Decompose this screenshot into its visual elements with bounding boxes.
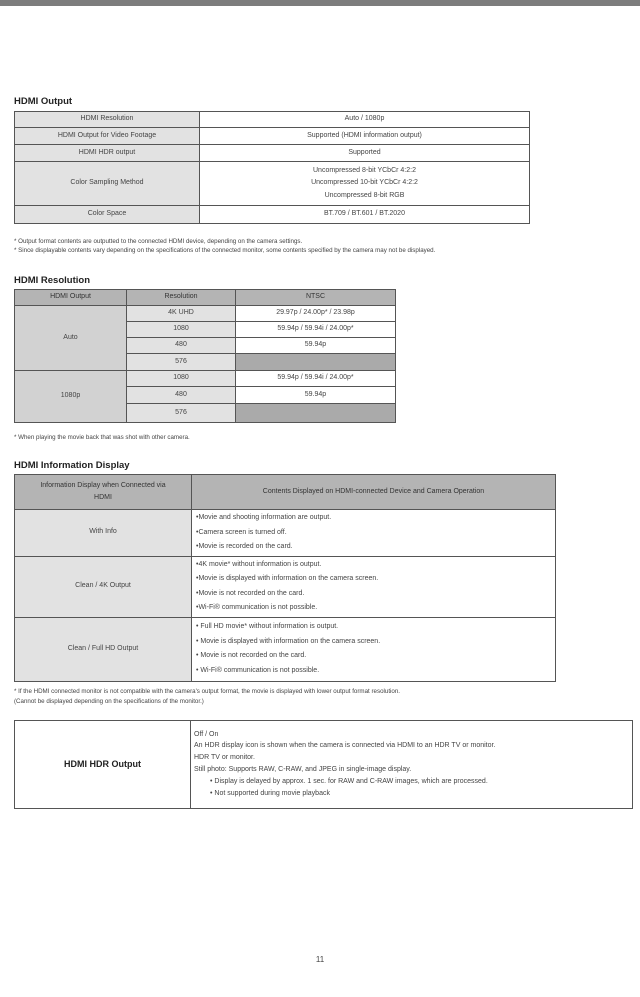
row-label: Clean / 4K Output xyxy=(15,556,192,617)
value-line: Uncompressed 8-bit YCbCr 4:2:2 xyxy=(313,166,416,174)
row-value xyxy=(200,162,530,206)
table-row xyxy=(15,371,396,387)
row-label: HDMI HDR output xyxy=(15,145,200,162)
table-row xyxy=(15,306,396,322)
table-header-row xyxy=(15,475,556,510)
row-value: Supported xyxy=(200,145,530,162)
resolution-cell: 480 xyxy=(127,338,236,354)
table-row xyxy=(15,145,530,162)
header-line: HDMI xyxy=(94,494,112,501)
table-row xyxy=(15,556,556,617)
page-number: 11 xyxy=(315,955,325,964)
resolution-cell: 576 xyxy=(127,404,236,423)
row-value: Supported (HDMI information output) xyxy=(200,128,530,145)
output-cell: Auto xyxy=(15,306,127,371)
column-header: HDMI Output xyxy=(15,290,127,306)
row-items xyxy=(192,510,556,557)
hdmi-hdr-output-table xyxy=(14,720,633,809)
row-label: HDMI Resolution xyxy=(15,112,200,128)
hdmi-resolution-table xyxy=(14,289,396,423)
table-row xyxy=(15,112,530,128)
list-item: • Movie is displayed with information on the camera screen. xyxy=(196,637,381,645)
list-item: • Full HD movie* without information is output. xyxy=(196,623,339,630)
output-cell: 1080p xyxy=(15,371,127,423)
ntsc-cell-unavailable xyxy=(236,354,396,371)
row-value: BT.709 / BT.601 / BT.2020 xyxy=(200,206,530,224)
row-label: Color Sampling Method xyxy=(15,162,200,206)
description-line: HDR TV or monitor. xyxy=(194,754,255,762)
ntsc-cell-unavailable xyxy=(236,404,396,423)
hdmi-resolution-heading: HDMI Resolution xyxy=(14,275,90,286)
row-items xyxy=(192,617,556,681)
column-header: Resolution xyxy=(127,290,236,306)
table-row xyxy=(15,617,556,681)
footnote: * Since displayable contents vary depending on the specifications of the connected monitor, some contents specified by the camera may not be displayed. xyxy=(14,247,436,254)
value-line: Uncompressed 10-bit YCbCr 4:2:2 xyxy=(311,179,418,187)
column-header: NTSC xyxy=(236,290,396,306)
ntsc-cell: 59.94p xyxy=(236,338,396,354)
list-item: •Movie is not recorded on the card. xyxy=(196,589,305,597)
ntsc-cell: 59.94p / 59.94i / 24.00p* xyxy=(236,322,396,338)
column-header: Contents Displayed on HDMI-connected Device and Camera Operation xyxy=(192,475,556,510)
table-row xyxy=(15,206,530,224)
row-label: HDMI Output for Video Footage xyxy=(15,128,200,145)
table-row xyxy=(15,162,530,206)
list-item: •Camera screen is turned off. xyxy=(196,528,287,536)
list-item: •Movie is recorded on the card. xyxy=(196,543,293,550)
row-value: Auto / 1080p xyxy=(200,112,530,128)
footnote: (Cannot be displayed depending on the specifications of the monitor.) xyxy=(14,698,204,705)
footnote: * If the HDMI connected monitor is not compatible with the camera's output format, the movie is displayed with lower output format resolution. xyxy=(14,688,401,695)
hdmi-output-table xyxy=(14,111,530,224)
ntsc-cell: 59.94p xyxy=(236,387,396,404)
table-header-row xyxy=(15,290,396,306)
column-header xyxy=(15,475,192,510)
row-description xyxy=(191,721,633,809)
resolution-cell: 576 xyxy=(127,354,236,371)
row-items xyxy=(192,556,556,617)
description-line: An HDR display icon is shown when the camera is connected via HDMI to an HDR TV or monitor. xyxy=(194,742,496,750)
hdmi-info-display-heading: HDMI Information Display xyxy=(14,460,130,471)
description-line: Off / On xyxy=(194,730,219,738)
resolution-cell: 480 xyxy=(127,387,236,404)
hdmi-info-display-table xyxy=(14,474,556,682)
header-line: Information Display when Connected via xyxy=(40,482,166,489)
description-subline: • Display is delayed by approx. 1 sec. for RAW and C-RAW images, which are processed. xyxy=(210,777,488,785)
description-line: Still photo: Supports RAW, C-RAW, and JPEG in single-image display. xyxy=(194,766,412,773)
ntsc-cell: 59.94p / 59.94i / 24.00p* xyxy=(236,371,396,387)
list-item: •Wi-Fi® communication is not possible. xyxy=(196,604,318,611)
footnote: * Output format contents are outputted to the connected HDMI device, depending on the camera settings. xyxy=(14,238,303,245)
footnote: * When playing the movie back that was shot with other camera. xyxy=(14,434,190,441)
list-item: • Movie is not recorded on the card. xyxy=(196,652,307,659)
viewer-top-bar xyxy=(0,0,640,6)
ntsc-cell: 29.97p / 24.00p* / 23.98p xyxy=(236,306,396,322)
description-subline: • Not supported during movie playback xyxy=(210,789,330,797)
list-item: •Movie and shooting information are output. xyxy=(196,514,332,521)
list-item: •Movie is displayed with information on the camera screen. xyxy=(196,575,379,582)
table-row xyxy=(15,128,530,145)
value-line: Uncompressed 8-bit RGB xyxy=(324,191,405,199)
list-item: • Wi-Fi® communication is not possible. xyxy=(196,666,320,674)
table-row xyxy=(15,721,633,809)
table-row xyxy=(15,510,556,557)
row-label: Clean / Full HD Output xyxy=(15,617,192,681)
row-label: With Info xyxy=(15,510,192,557)
hdmi-output-heading: HDMI Output xyxy=(14,96,73,107)
row-label: Color Space xyxy=(15,206,200,224)
resolution-cell: 1080 xyxy=(127,322,236,338)
resolution-cell: 1080 xyxy=(127,371,236,387)
row-label: HDMI HDR Output xyxy=(15,721,191,809)
list-item: •4K movie* without information is output. xyxy=(196,560,322,568)
resolution-cell: 4K UHD xyxy=(127,306,236,322)
